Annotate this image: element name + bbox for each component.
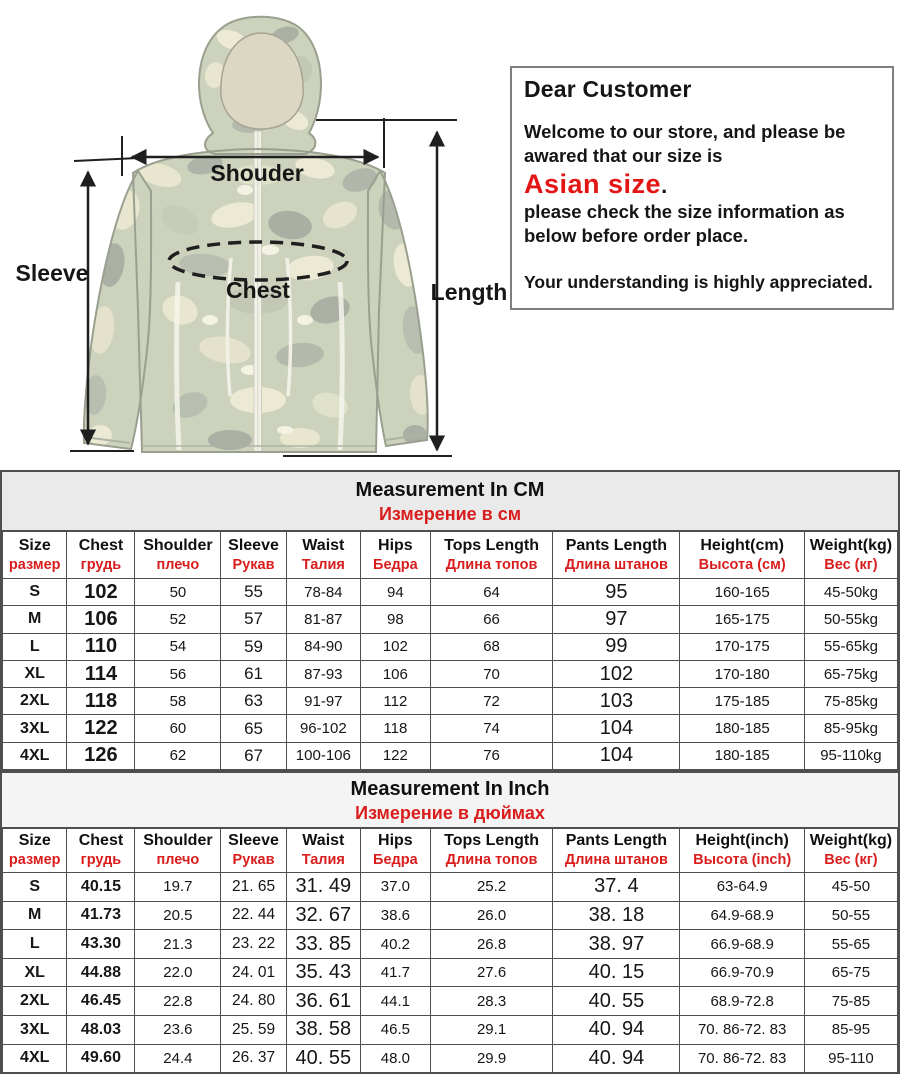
size-cell: 29.9 <box>430 1044 553 1073</box>
inch-size-table-section <box>0 771 900 1074</box>
size-cell: 20.5 <box>135 901 221 930</box>
size-cell: 45-50kg <box>804 579 897 606</box>
size-cell: 98 <box>360 606 430 633</box>
size-row <box>3 715 898 742</box>
size-cell: 74 <box>430 715 553 742</box>
size-row <box>3 606 898 633</box>
size-cell: 97 <box>553 606 680 633</box>
size-cell: 170-180 <box>680 660 804 687</box>
size-row <box>3 742 898 769</box>
size-cell: 103 <box>553 688 680 715</box>
size-cell: 180-185 <box>680 715 804 742</box>
column-header: Tops Length Длина топов <box>430 532 553 579</box>
size-cell: 67 <box>221 742 286 769</box>
size-cell: 75-85 <box>804 987 897 1016</box>
size-cell: 76 <box>430 742 553 769</box>
size-cell: 85-95kg <box>804 715 897 742</box>
jacket-illustration <box>0 0 520 470</box>
size-cell: 99 <box>553 633 680 660</box>
size-cell: 63-64.9 <box>680 873 804 902</box>
size-cell: 78-84 <box>286 579 360 606</box>
size-cell: 26.8 <box>430 930 553 959</box>
size-cell: 118 <box>360 715 430 742</box>
size-cell: 23. 22 <box>221 930 286 959</box>
size-cell: 66.9-70.9 <box>680 958 804 987</box>
size-row <box>3 1016 898 1045</box>
size-cell: 114 <box>67 660 135 687</box>
size-cell: 40.2 <box>360 930 430 959</box>
size-cell: 43.30 <box>67 930 135 959</box>
size-row <box>3 688 898 715</box>
size-cell: 41.7 <box>360 958 430 987</box>
note-instruction: please check the size information as below before order place. <box>524 200 845 246</box>
column-header: Pants Length Длина штанов <box>553 532 680 579</box>
size-cell: 126 <box>67 742 135 769</box>
length-label: Length <box>430 279 508 305</box>
size-cell: 57 <box>221 606 286 633</box>
note-title: Dear Customer <box>524 76 692 102</box>
size-diagram-section <box>0 0 900 470</box>
size-cell: 33. 85 <box>286 930 360 959</box>
size-cell: 55-65kg <box>804 633 897 660</box>
size-row <box>3 633 898 660</box>
size-cell: 87-93 <box>286 660 360 687</box>
size-cell: 40. 15 <box>553 958 680 987</box>
size-cell: 44.88 <box>67 958 135 987</box>
note-closing: Your understanding is highly appreciated. <box>524 272 873 293</box>
shoulder-label: Shouder <box>210 160 304 186</box>
cm-title-ru: Измерение в см <box>378 503 522 524</box>
size-cell: 3XL <box>3 1016 67 1045</box>
size-cell: 70. 86-72. 83 <box>680 1044 804 1073</box>
column-header: Chest грудь <box>67 532 135 579</box>
size-cell: 24. 80 <box>221 987 286 1016</box>
size-cell: S <box>3 579 67 606</box>
size-cell: 60 <box>135 715 221 742</box>
size-cell: 38. 58 <box>286 1016 360 1045</box>
size-cell: 52 <box>135 606 221 633</box>
size-cell: 25.2 <box>430 873 553 902</box>
size-cell: 106 <box>360 660 430 687</box>
size-cell: 22.8 <box>135 987 221 1016</box>
size-row <box>3 987 898 1016</box>
size-cell: 22.0 <box>135 958 221 987</box>
column-header: Shoulder плечо <box>135 532 221 579</box>
size-cell: 50 <box>135 579 221 606</box>
size-cell: 37. 4 <box>553 873 680 902</box>
size-cell: 46.5 <box>360 1016 430 1045</box>
size-cell: 68 <box>430 633 553 660</box>
column-header: Size размер <box>3 532 67 579</box>
sleeve-label: Sleeve <box>15 260 89 286</box>
inch-title-en: Measurement In Inch <box>350 777 550 800</box>
size-cell: 91-97 <box>286 688 360 715</box>
size-cell: 40. 55 <box>286 1044 360 1073</box>
size-cell: 19.7 <box>135 873 221 902</box>
cm-table-title <box>2 472 898 531</box>
size-cell: 160-165 <box>680 579 804 606</box>
column-header: Weight(kg) Вес (кг) <box>804 829 897 873</box>
column-header: Chest грудь <box>67 829 135 873</box>
size-cell: 62 <box>135 742 221 769</box>
size-cell: 70. 86-72. 83 <box>680 1016 804 1045</box>
size-cell: 65-75kg <box>804 660 897 687</box>
size-cell: 38. 18 <box>553 901 680 930</box>
size-cell: XL <box>3 660 67 687</box>
size-cell: 72 <box>430 688 553 715</box>
size-row <box>3 873 898 902</box>
size-cell: 48.0 <box>360 1044 430 1073</box>
column-header: Height(cm) Высота (см) <box>680 532 804 579</box>
size-cell: 50-55 <box>804 901 897 930</box>
size-cell: 94 <box>360 579 430 606</box>
size-cell: 180-185 <box>680 742 804 769</box>
size-cell: S <box>3 873 67 902</box>
size-cell: 85-95 <box>804 1016 897 1045</box>
size-cell: M <box>3 901 67 930</box>
size-cell: 102 <box>67 579 135 606</box>
size-cell: 68.9-72.8 <box>680 987 804 1016</box>
size-cell: 165-175 <box>680 606 804 633</box>
size-row <box>3 1044 898 1073</box>
chest-label: Chest <box>226 277 290 303</box>
size-cell: 40. 94 <box>553 1016 680 1045</box>
size-cell: 3XL <box>3 715 67 742</box>
size-cell: 55-65 <box>804 930 897 959</box>
size-cell: 21. 65 <box>221 873 286 902</box>
note-intro: Welcome to our store, and please be awared that our size is <box>524 121 846 167</box>
size-cell: 118 <box>67 688 135 715</box>
size-cell: 37.0 <box>360 873 430 902</box>
size-cell: 102 <box>553 660 680 687</box>
hood-lining <box>221 33 303 129</box>
asian-size-highlight: Asian size <box>524 168 662 199</box>
size-cell: 23.6 <box>135 1016 221 1045</box>
size-cell: 29.1 <box>430 1016 553 1045</box>
size-cell: 56 <box>135 660 221 687</box>
size-cell: 65-75 <box>804 958 897 987</box>
size-row <box>3 901 898 930</box>
size-cell: 63 <box>221 688 286 715</box>
column-header: Sleeve Рукав <box>221 829 286 873</box>
size-cell: 31. 49 <box>286 873 360 902</box>
size-cell: 170-175 <box>680 633 804 660</box>
column-header: Weight(kg) Вес (кг) <box>804 532 897 579</box>
size-cell: 2XL <box>3 688 67 715</box>
size-cell: 40. 94 <box>553 1044 680 1073</box>
size-cell: 28.3 <box>430 987 553 1016</box>
size-cell: M <box>3 606 67 633</box>
size-cell: 104 <box>553 715 680 742</box>
cm-size-table <box>2 531 898 770</box>
size-cell: 122 <box>67 715 135 742</box>
size-cell: 46.45 <box>67 987 135 1016</box>
size-cell: 61 <box>221 660 286 687</box>
size-cell: 44.1 <box>360 987 430 1016</box>
size-cell: 38.6 <box>360 901 430 930</box>
size-cell: 66.9-68.9 <box>680 930 804 959</box>
size-cell: XL <box>3 958 67 987</box>
cm-title-en: Measurement In CM <box>355 478 545 501</box>
size-cell: 2XL <box>3 987 67 1016</box>
size-cell: 4XL <box>3 1044 67 1073</box>
column-header: Waist Талия <box>286 829 360 873</box>
size-cell: 106 <box>67 606 135 633</box>
size-cell: 27.6 <box>430 958 553 987</box>
size-row <box>3 930 898 959</box>
column-header: Hips Бедра <box>360 532 430 579</box>
inch-title-ru: Измерение в дюймах <box>355 802 545 823</box>
size-cell: 32. 67 <box>286 901 360 930</box>
size-cell: 48.03 <box>67 1016 135 1045</box>
size-cell: 58 <box>135 688 221 715</box>
inch-size-table <box>2 828 898 1073</box>
size-cell: 40.15 <box>67 873 135 902</box>
size-cell: 66 <box>430 606 553 633</box>
column-header: Height(inch) Высота (inch) <box>680 829 804 873</box>
column-header: Waist Талия <box>286 532 360 579</box>
size-cell: 95 <box>553 579 680 606</box>
size-cell: 102 <box>360 633 430 660</box>
size-cell: 70 <box>430 660 553 687</box>
size-row <box>3 958 898 987</box>
column-header: Size размер <box>3 829 67 873</box>
size-cell: 64.9-68.9 <box>680 901 804 930</box>
size-cell: 55 <box>221 579 286 606</box>
column-header: Shoulder плечо <box>135 829 221 873</box>
header-row <box>3 532 898 579</box>
cm-size-table-section <box>0 470 900 771</box>
size-cell: 110 <box>67 633 135 660</box>
size-cell: 175-185 <box>680 688 804 715</box>
header-row <box>3 829 898 873</box>
size-cell: 104 <box>553 742 680 769</box>
size-cell: 26.0 <box>430 901 553 930</box>
size-cell: 24. 01 <box>221 958 286 987</box>
size-cell: 64 <box>430 579 553 606</box>
size-cell: 41.73 <box>67 901 135 930</box>
size-cell: 112 <box>360 688 430 715</box>
size-cell: 50-55kg <box>804 606 897 633</box>
size-cell: 100-106 <box>286 742 360 769</box>
size-cell: 122 <box>360 742 430 769</box>
size-cell: 21.3 <box>135 930 221 959</box>
size-cell: 95-110kg <box>804 742 897 769</box>
column-header: Hips Бедра <box>360 829 430 873</box>
size-cell: 4XL <box>3 742 67 769</box>
column-header: Sleeve Рукав <box>221 532 286 579</box>
size-cell: 95-110 <box>804 1044 897 1073</box>
size-cell: 36. 61 <box>286 987 360 1016</box>
size-cell: 81-87 <box>286 606 360 633</box>
size-cell: 59 <box>221 633 286 660</box>
size-cell: 54 <box>135 633 221 660</box>
size-cell: 25. 59 <box>221 1016 286 1045</box>
size-cell: 65 <box>221 715 286 742</box>
size-cell: L <box>3 930 67 959</box>
size-cell: 75-85kg <box>804 688 897 715</box>
size-cell: 40. 55 <box>553 987 680 1016</box>
customer-note-box <box>510 66 894 310</box>
size-cell: 22. 44 <box>221 901 286 930</box>
inch-table-title <box>2 773 898 828</box>
size-cell: 96-102 <box>286 715 360 742</box>
column-header: Tops Length Длина топов <box>430 829 553 873</box>
column-header: Pants Length Длина штанов <box>553 829 680 873</box>
size-cell: 38. 97 <box>553 930 680 959</box>
size-cell: 24.4 <box>135 1044 221 1073</box>
size-cell: 45-50 <box>804 873 897 902</box>
size-row <box>3 579 898 606</box>
size-cell: 35. 43 <box>286 958 360 987</box>
size-cell: L <box>3 633 67 660</box>
size-cell: 84-90 <box>286 633 360 660</box>
note-highlight-line: Asian size. <box>524 168 668 199</box>
size-row <box>3 660 898 687</box>
size-cell: 26. 37 <box>221 1044 286 1073</box>
size-cell: 49.60 <box>67 1044 135 1073</box>
